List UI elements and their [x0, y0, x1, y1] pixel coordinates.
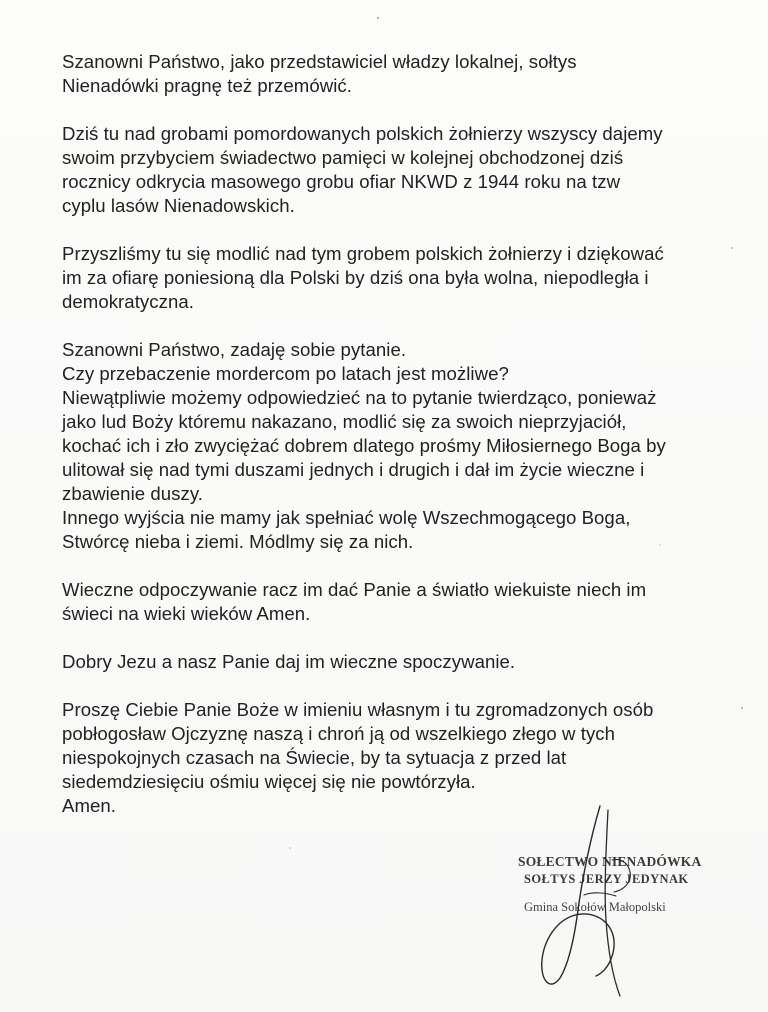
text-line: im za ofiarę poniesioną dla Polski by dziś ona była wolna, niepodległa i	[62, 267, 649, 288]
text-line: cyplu lasów Nienadowskich.	[62, 195, 295, 216]
text-line: Innego wyjścia nie mamy jak spełniać wolę Wszechmogącego Boga,	[62, 507, 631, 528]
paragraph-greeting	[62, 50, 742, 98]
text-line: Nienadówki pragnę też przemówić.	[62, 75, 352, 96]
text-line: rocznicy odkrycia masowego grobu ofiar NKWD z 1944 roku na tzw	[62, 171, 621, 192]
text-line: Czy przebaczenie mordercom po latach jest możliwe?	[62, 363, 509, 384]
text-line: niespokojnych czasach na Świecie, by ta sytuacja z przed lat	[62, 747, 567, 768]
text-line: Dobry Jezu a nasz Panie daj im wieczne spoczywanie.	[62, 651, 516, 672]
stamp-village-name: SOŁECTWO NIENADÓWKA	[518, 854, 702, 869]
text-line: świeci na wieki wieków Amen.	[62, 603, 311, 624]
stamp-commune-name: Gmina Sokołów Małopolski	[524, 900, 666, 914]
text-line: ulitował się nad tymi duszami jednych i drugich i dał im życie wieczne i	[62, 459, 645, 480]
text-line: siedemdziesięciu ośmiu więcej się nie powtórzyła.	[62, 771, 476, 792]
text-line: Szanowni Państwo, zadaję sobie pytanie.	[62, 339, 407, 360]
text-line: Niewątpliwie możemy odpowiedzieć na to pytanie twierdząco, ponieważ	[62, 387, 657, 408]
paragraph-remembrance	[62, 122, 742, 218]
stamp-mayor-name: SOŁTYS JERZY JEDYNAK	[524, 872, 689, 886]
text-line: Amen.	[62, 795, 116, 816]
text-line: Dziś tu nad grobami pomordowanych polskich żołnierzy wszyscy dajemy	[62, 123, 663, 144]
text-line: pobłogosław Ojczyznę naszą i chroń ją od wszelkiego złego w tych	[62, 723, 616, 744]
paragraph-forgiveness	[62, 338, 742, 554]
paragraph-good-jesus	[62, 650, 742, 674]
letter-body	[62, 50, 742, 818]
text-line: Proszę Ciebie Panie Boże w imieniu własnym i tu zgromadzonych osób	[62, 699, 654, 720]
text-line: Stwórcę nieba i ziemi. Módlmy się za nich.	[62, 531, 414, 552]
text-line: jako lud Boży któremu nakazano, modlić się za swoich nieprzyjaciół,	[62, 411, 627, 432]
paragraph-prayer-gratitude	[62, 242, 742, 314]
text-line: Przyszliśmy tu się modlić nad tym grobem polskich żołnierzy i dziękować	[62, 243, 664, 264]
handwritten-signature	[520, 800, 660, 1000]
text-line: demokratyczna.	[62, 291, 194, 312]
text-line: zbawienie duszy.	[62, 483, 204, 504]
text-line: Szanowni Państwo, jako przedstawiciel władzy lokalnej, sołtys	[62, 51, 577, 72]
text-line: kochać ich i zło zwyciężać dobrem dlatego prośmy Miłosiernego Boga by	[62, 435, 666, 456]
text-line: Wieczne odpoczywanie racz im dać Panie a światło wiekuiste niech im	[62, 579, 647, 600]
text-line: swoim przybyciem świadectwo pamięci w kolejnej obchodzonej dziś	[62, 147, 624, 168]
paragraph-eternal-rest	[62, 578, 742, 626]
